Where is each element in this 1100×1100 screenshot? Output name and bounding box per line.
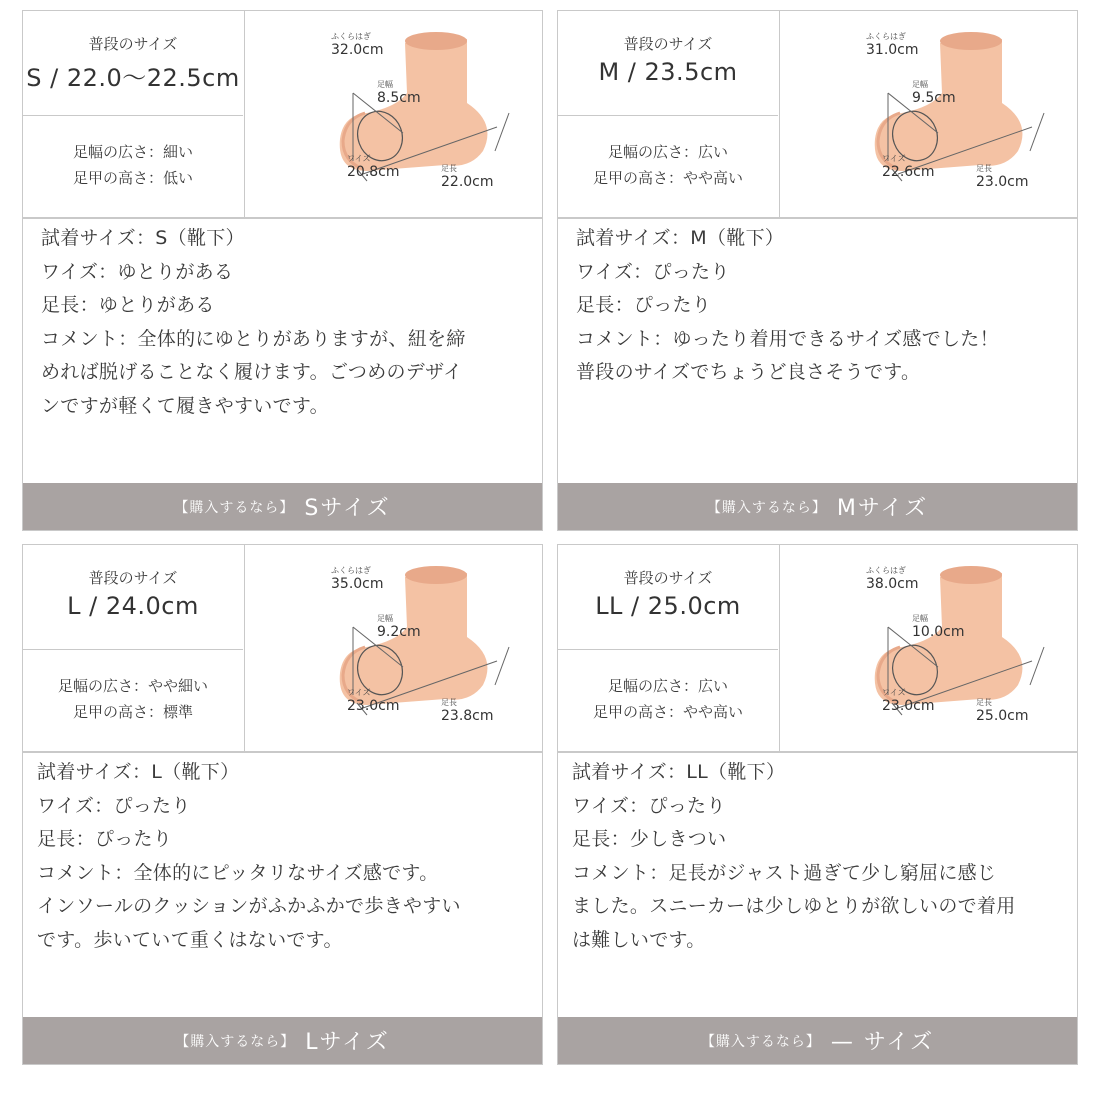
size-summary bbox=[558, 11, 780, 217]
foot-length-measurement bbox=[976, 163, 1029, 190]
size-summary bbox=[558, 545, 780, 751]
calf-measurement bbox=[866, 565, 919, 592]
buy-size: Lサイズ bbox=[305, 1030, 390, 1055]
review-card-ll bbox=[557, 544, 1078, 1065]
review-line: は難しいです。 bbox=[572, 928, 706, 951]
foot-shape-info bbox=[558, 115, 778, 215]
calf-label: ふくらはぎ bbox=[331, 32, 371, 41]
usual-size-value: LL / 25.0cm bbox=[595, 592, 741, 620]
calf-measurement bbox=[331, 565, 384, 592]
review-line: めれば脱げることなく履けます。ごつめのデザイ bbox=[41, 361, 463, 383]
foot-length-label: 足長 bbox=[441, 698, 457, 707]
usual-size-label: 普段のサイズ bbox=[88, 35, 178, 53]
wise-value: 22.6cm bbox=[882, 164, 935, 180]
foot-length-value: 23.0cm bbox=[976, 174, 1029, 190]
review-text bbox=[37, 756, 527, 957]
wise-measurement bbox=[347, 687, 400, 714]
foot-illustration-icon bbox=[780, 11, 1077, 217]
section-divider bbox=[23, 217, 542, 219]
foot-illustration-icon bbox=[780, 545, 1077, 751]
review-text bbox=[572, 756, 1062, 957]
instep-height-line: 足甲の高さ：やや高い bbox=[592, 703, 743, 721]
usual-size-box bbox=[558, 11, 778, 116]
review-line: コメント：全体的にゆとりがありますが、紐を締 bbox=[41, 327, 466, 350]
wise-label: ワイズ bbox=[347, 688, 371, 697]
foot-length-label: 足長 bbox=[441, 164, 457, 173]
usual-size-box bbox=[23, 11, 243, 116]
foot-width-label: 足幅 bbox=[912, 614, 928, 623]
review-line: 足長：ゆとりがある bbox=[41, 294, 215, 316]
buy-size: Mサイズ bbox=[836, 496, 929, 521]
foot-width-label: 足幅 bbox=[377, 614, 393, 623]
usual-size-value: S / 22.0〜22.5cm bbox=[26, 64, 240, 92]
foot-length-label: 足長 bbox=[976, 698, 992, 707]
wise-measurement bbox=[347, 153, 400, 180]
foot-shape-info bbox=[558, 649, 778, 749]
review-line: ワイズ：ぴったり bbox=[576, 260, 730, 283]
section-divider bbox=[558, 217, 1077, 219]
buy-label: 【購入するなら】 bbox=[174, 499, 295, 516]
foot-length-value: 25.0cm bbox=[976, 708, 1029, 724]
review-line: ワイズ：ぴったり bbox=[572, 794, 726, 817]
review-card-l bbox=[22, 544, 543, 1065]
buy-recommendation-bar bbox=[23, 483, 542, 530]
calf-value: 38.0cm bbox=[866, 576, 919, 592]
foot-width-line: 足幅の広さ：広い bbox=[607, 143, 728, 161]
review-line: 普段のサイズでちょうど良さそうです。 bbox=[576, 361, 921, 383]
foot-illustration-icon bbox=[245, 11, 542, 217]
review-line: ンですが軽くて履きやすいです。 bbox=[41, 394, 329, 417]
calf-value: 32.0cm bbox=[331, 42, 384, 58]
foot-width-value: 8.5cm bbox=[377, 90, 421, 106]
review-line: インソールのクッションがふかふかで歩きやすい bbox=[37, 895, 461, 917]
foot-width-label: 足幅 bbox=[912, 80, 928, 89]
wise-value: 20.8cm bbox=[347, 164, 400, 180]
wise-label: ワイズ bbox=[347, 154, 371, 163]
usual-size-value: M / 23.5cm bbox=[598, 58, 738, 86]
foot-width-label: 足幅 bbox=[377, 80, 393, 89]
review-line: ワイズ：ぴったり bbox=[37, 794, 191, 817]
review-line: です。歩いていて重くはないです。 bbox=[37, 928, 343, 951]
size-summary bbox=[23, 545, 245, 751]
buy-size: — サイズ bbox=[830, 1030, 935, 1055]
review-line: ワイズ：ゆとりがある bbox=[41, 260, 234, 283]
buy-recommendation-bar bbox=[558, 483, 1077, 530]
wise-measurement bbox=[882, 153, 935, 180]
foot-width-value: 9.2cm bbox=[377, 624, 421, 640]
foot-length-measurement bbox=[441, 163, 494, 190]
instep-height-line: 足甲の高さ：標準 bbox=[72, 703, 193, 721]
foot-length-label: 足長 bbox=[976, 164, 992, 173]
foot-width-line: 足幅の広さ：やや細い bbox=[57, 677, 208, 695]
foot-width-value: 9.5cm bbox=[912, 90, 956, 106]
foot-measurement-figure bbox=[245, 545, 542, 751]
buy-label: 【購入するなら】 bbox=[706, 499, 827, 516]
size-summary bbox=[23, 11, 245, 217]
foot-length-value: 22.0cm bbox=[441, 174, 494, 190]
foot-length-measurement bbox=[976, 697, 1029, 724]
usual-size-label: 普段のサイズ bbox=[623, 35, 713, 53]
wise-label: ワイズ bbox=[882, 688, 906, 697]
buy-size: Sサイズ bbox=[304, 496, 391, 521]
foot-width-measurement bbox=[377, 613, 421, 640]
foot-measurement-figure bbox=[245, 11, 542, 217]
review-line: 試着サイズ：LL（靴下） bbox=[572, 761, 786, 783]
usual-size-label: 普段のサイズ bbox=[88, 569, 178, 587]
review-line: 試着サイズ：M（靴下） bbox=[576, 227, 785, 249]
review-text bbox=[576, 222, 1066, 390]
foot-measurement-figure bbox=[780, 11, 1077, 217]
foot-width-line: 足幅の広さ：細い bbox=[72, 143, 193, 161]
foot-width-value: 10.0cm bbox=[912, 624, 965, 640]
calf-value: 35.0cm bbox=[331, 576, 384, 592]
instep-height-line: 足甲の高さ：やや高い bbox=[592, 169, 743, 187]
section-divider bbox=[558, 751, 1077, 753]
calf-value: 31.0cm bbox=[866, 42, 919, 58]
section-divider bbox=[23, 751, 542, 753]
review-line: コメント：全体的にピッタリなサイズ感です。 bbox=[37, 861, 439, 884]
buy-recommendation-bar bbox=[23, 1017, 542, 1064]
foot-illustration-icon bbox=[245, 545, 542, 751]
review-line: ました。スニーカーは少しゆとりが欲しいので着用 bbox=[572, 895, 1016, 917]
foot-shape-info bbox=[23, 115, 243, 215]
calf-measurement bbox=[866, 31, 919, 58]
review-line: 試着サイズ：L（靴下） bbox=[37, 761, 240, 783]
foot-width-measurement bbox=[377, 79, 421, 106]
review-text bbox=[41, 222, 531, 423]
foot-length-value: 23.8cm bbox=[441, 708, 494, 724]
review-line: コメント：ゆったり着用できるサイズ感でした！ bbox=[576, 327, 999, 350]
usual-size-box bbox=[558, 545, 778, 650]
buy-recommendation-bar bbox=[558, 1017, 1077, 1064]
wise-measurement bbox=[882, 687, 935, 714]
foot-measurement-figure bbox=[780, 545, 1077, 751]
usual-size-value: L / 24.0cm bbox=[67, 592, 199, 620]
buy-label: 【購入するなら】 bbox=[700, 1033, 821, 1050]
foot-width-measurement bbox=[912, 613, 965, 640]
wise-value: 23.0cm bbox=[347, 698, 400, 714]
wise-value: 23.0cm bbox=[882, 698, 935, 714]
foot-shape-info bbox=[23, 649, 243, 749]
foot-width-line: 足幅の広さ：広い bbox=[607, 677, 728, 695]
foot-length-measurement bbox=[441, 697, 494, 724]
calf-label: ふくらはぎ bbox=[866, 566, 906, 575]
calf-label: ふくらはぎ bbox=[331, 566, 371, 575]
review-card-s bbox=[22, 10, 543, 531]
review-line: 試着サイズ：S（靴下） bbox=[41, 227, 245, 249]
usual-size-box bbox=[23, 545, 243, 650]
review-line: 足長：ぴったり bbox=[37, 828, 173, 850]
review-line: コメント：足長がジャスト過ぎて少し窮屈に感じ bbox=[572, 861, 997, 884]
foot-width-measurement bbox=[912, 79, 956, 106]
usual-size-label: 普段のサイズ bbox=[623, 569, 713, 587]
buy-label: 【購入するなら】 bbox=[175, 1033, 296, 1050]
instep-height-line: 足甲の高さ：低い bbox=[72, 169, 193, 187]
calf-label: ふくらはぎ bbox=[866, 32, 906, 41]
review-line: 足長：少しきつい bbox=[572, 828, 727, 850]
review-card-m bbox=[557, 10, 1078, 531]
review-line: 足長：ぴったり bbox=[576, 294, 712, 316]
calf-measurement bbox=[331, 31, 384, 58]
wise-label: ワイズ bbox=[882, 154, 906, 163]
